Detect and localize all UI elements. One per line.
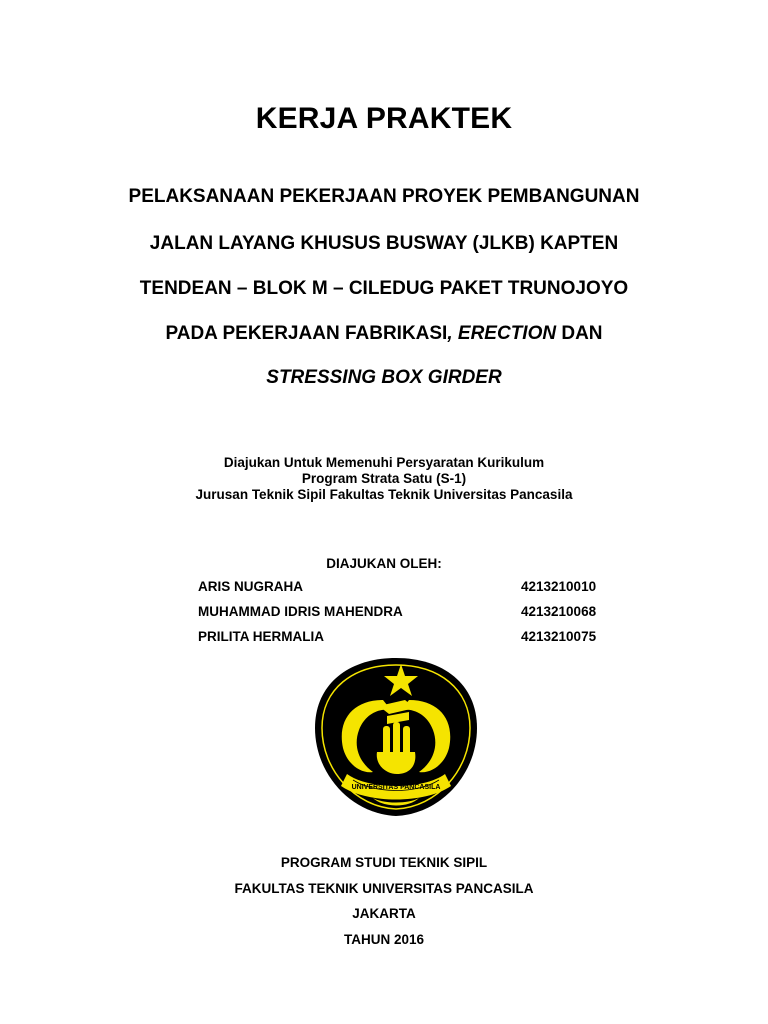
requirement-line-2: Program Strata Satu (S-1) xyxy=(301,471,467,486)
footer-faculty: FAKULTAS TEKNIK UNIVERSITAS PANCASILA xyxy=(234,881,534,896)
requirement-line-3: Jurusan Teknik Sipil Fakultas Teknik Universitas Pancasila xyxy=(195,487,573,502)
document-title: KERJA PRAKTEK xyxy=(255,102,513,135)
footer-program: PROGRAM STUDI TEKNIK SIPIL xyxy=(280,855,488,870)
subtitle-line-4-part-a: PADA PEKERJAAN FABRIKASI xyxy=(165,323,448,344)
author-id-3: 4213210075 xyxy=(521,629,597,644)
author-name-2: MUHAMMAD IDRIS MAHENDRA xyxy=(198,604,403,619)
author-id-2: 4213210068 xyxy=(521,604,597,619)
subtitle-line-1: PELAKSANAAN PEKERJAAN PROYEK PEMBANGUNAN xyxy=(128,186,640,207)
footer-city: JAKARTA xyxy=(352,906,416,921)
emblem-banner-text: UNIVERSITAS PANCASILA xyxy=(351,784,441,791)
subtitle-line-3: TENDEAN – BLOK M – CILEDUG PAKET TRUNOJOYO xyxy=(139,278,629,299)
footer-year: TAHUN 2016 xyxy=(343,932,425,947)
author-name-3: PRILITA HERMALIA xyxy=(198,629,324,644)
subtitle-line-5: STRESSING BOX GIRDER xyxy=(266,367,502,388)
requirement-line-1: Diajukan Untuk Memenuhi Persyaratan Kurikulum xyxy=(223,455,545,470)
subtitle-line-2: JALAN LAYANG KHUSUS BUSWAY (JLKB) KAPTEN xyxy=(149,233,619,254)
subtitle-line-4-part-c: DAN xyxy=(556,323,603,344)
author-name-1: ARIS NUGRAHA xyxy=(198,579,304,594)
university-emblem-icon xyxy=(313,656,479,818)
subtitle-line-4-erection: , ERECTION xyxy=(447,323,557,344)
author-id-1: 4213210010 xyxy=(521,579,597,594)
submitted-by-label: DIAJUKAN OLEH: xyxy=(326,556,442,571)
subtitle-line-4 xyxy=(0,322,768,346)
